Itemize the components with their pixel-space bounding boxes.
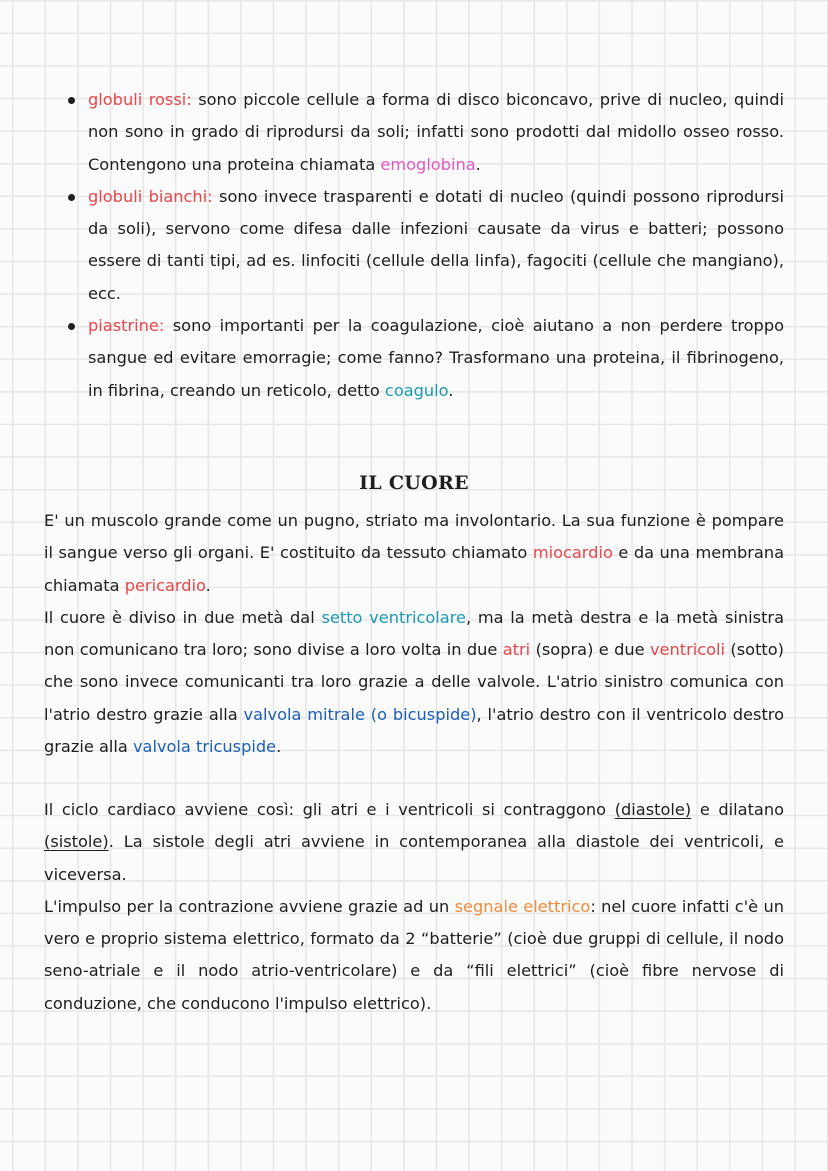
term-sistole: (sistole): [44, 832, 109, 852]
section-title: IL CUORE: [359, 472, 469, 494]
text: Il cuore è diviso in due metà dal: [44, 607, 315, 627]
paragraph-definition: [44, 505, 784, 602]
bullet-icon: [68, 323, 75, 330]
desc-white-cells: sono invece trasparenti e dotati di nucleo (quindi possono riprodursi da soli), servono come difesa dalle infezioni causate da virus e batteri; possono essere di tanti tipi, ad es. linfociti (cellule della linfa), fagociti (cellule che mangiano), ecc.: [88, 186, 784, 303]
term-red-cells: globuli rossi:: [88, 90, 192, 109]
term-platelets: piastrine:: [88, 316, 165, 336]
text: e da una membrana chiamata: [44, 543, 784, 595]
highlight-ventricoli: ventricoli: [649, 640, 726, 660]
text: (sotto) che sono invece comunicanti tra loro grazie a delle valvole. L'atrio sinistro comunica con l'atrio destro grazie alla: [44, 640, 784, 724]
highlight-segnale: segnale elettrico: [454, 896, 591, 916]
highlight-mitrale: valvola mitrale (o bicuspide): [243, 704, 477, 724]
bullet-icon: [68, 97, 75, 104]
text: E' un muscolo grande come un pugno, striato ma involontario. La sua funzione è pompare il sangue verso gli organi. E' costituito da tessuto chiamato: [44, 511, 784, 563]
punct: .: [475, 154, 481, 174]
text: , ma la metà destra e la metà sinistra non comunicano tra loro; sono divise a loro volta in due: [44, 607, 784, 660]
desc-platelets: sono importanti per la coagulazione, cioè aiutano a non perdere troppo sangue ed evitare emorragie; come fanno? Trasformano una proteina, il fibrinogeno, in fibrina, creando un reticolo, detto: [88, 316, 785, 400]
punct: .: [448, 380, 454, 400]
text: : nel cuore infatti c'è un vero e proprio sistema elettrico, formato da 2 “batterie” (cioè due gruppi di cellule, il nodo seno-atriale e il nodo atrio-ventricolare) e da “fili elettrici” (cioè fibre nervose di conduzione, che conducono l'impulso elettrico).: [44, 896, 784, 1013]
text: e dilatano: [699, 800, 785, 819]
highlight-miocardio: miocardio: [532, 543, 613, 563]
desc-red-cells: sono piccole cellule a forma di disco biconcavo, prive di nucleo, quindi non sono in grado di riprodursi da soli; infatti sono prodotti dal midollo osseo rosso. Contengono una proteina chiamata: [88, 90, 784, 174]
punct: .: [205, 575, 211, 595]
text: (sopra) e due: [535, 640, 645, 660]
punct: .: [276, 737, 282, 757]
heart-cycle-block: [44, 794, 784, 1020]
paragraph-structure: [44, 602, 784, 763]
paragraph-cycle: [44, 794, 784, 891]
highlight-setto: setto ventricolare: [321, 607, 466, 627]
highlight-tricuspide: valvola tricuspide: [132, 737, 277, 757]
highlight-coagulo: coagulo: [384, 380, 449, 400]
list-item-platelets: [66, 310, 784, 407]
paragraph-impulse: [44, 891, 784, 1020]
text: Il ciclo cardiaco avviene così: gli atri e i ventricoli si contraggono: [44, 800, 607, 819]
list-item-red-cells: [66, 84, 784, 181]
highlight-atri: atri: [502, 640, 531, 660]
term-white-cells: globuli bianchi:: [88, 186, 213, 206]
text: . La sistole degli atri avviene in contemporanea alla diastole dei ventricoli, e viceversa.: [44, 832, 784, 884]
heart-intro-block: [44, 505, 784, 763]
highlight-pericardio: pericardio: [124, 575, 206, 595]
text: L'impulso per la contrazione avviene grazie ad un: [44, 896, 450, 916]
blood-cells-list: [66, 84, 784, 407]
list-item-white-cells: [66, 181, 784, 310]
bullet-icon: [68, 194, 75, 201]
term-diastole: (diastole): [614, 800, 692, 819]
highlight-emoglobina: emoglobina: [380, 154, 476, 174]
text: , l'atrio destro con il ventricolo destro grazie alla: [44, 704, 784, 757]
